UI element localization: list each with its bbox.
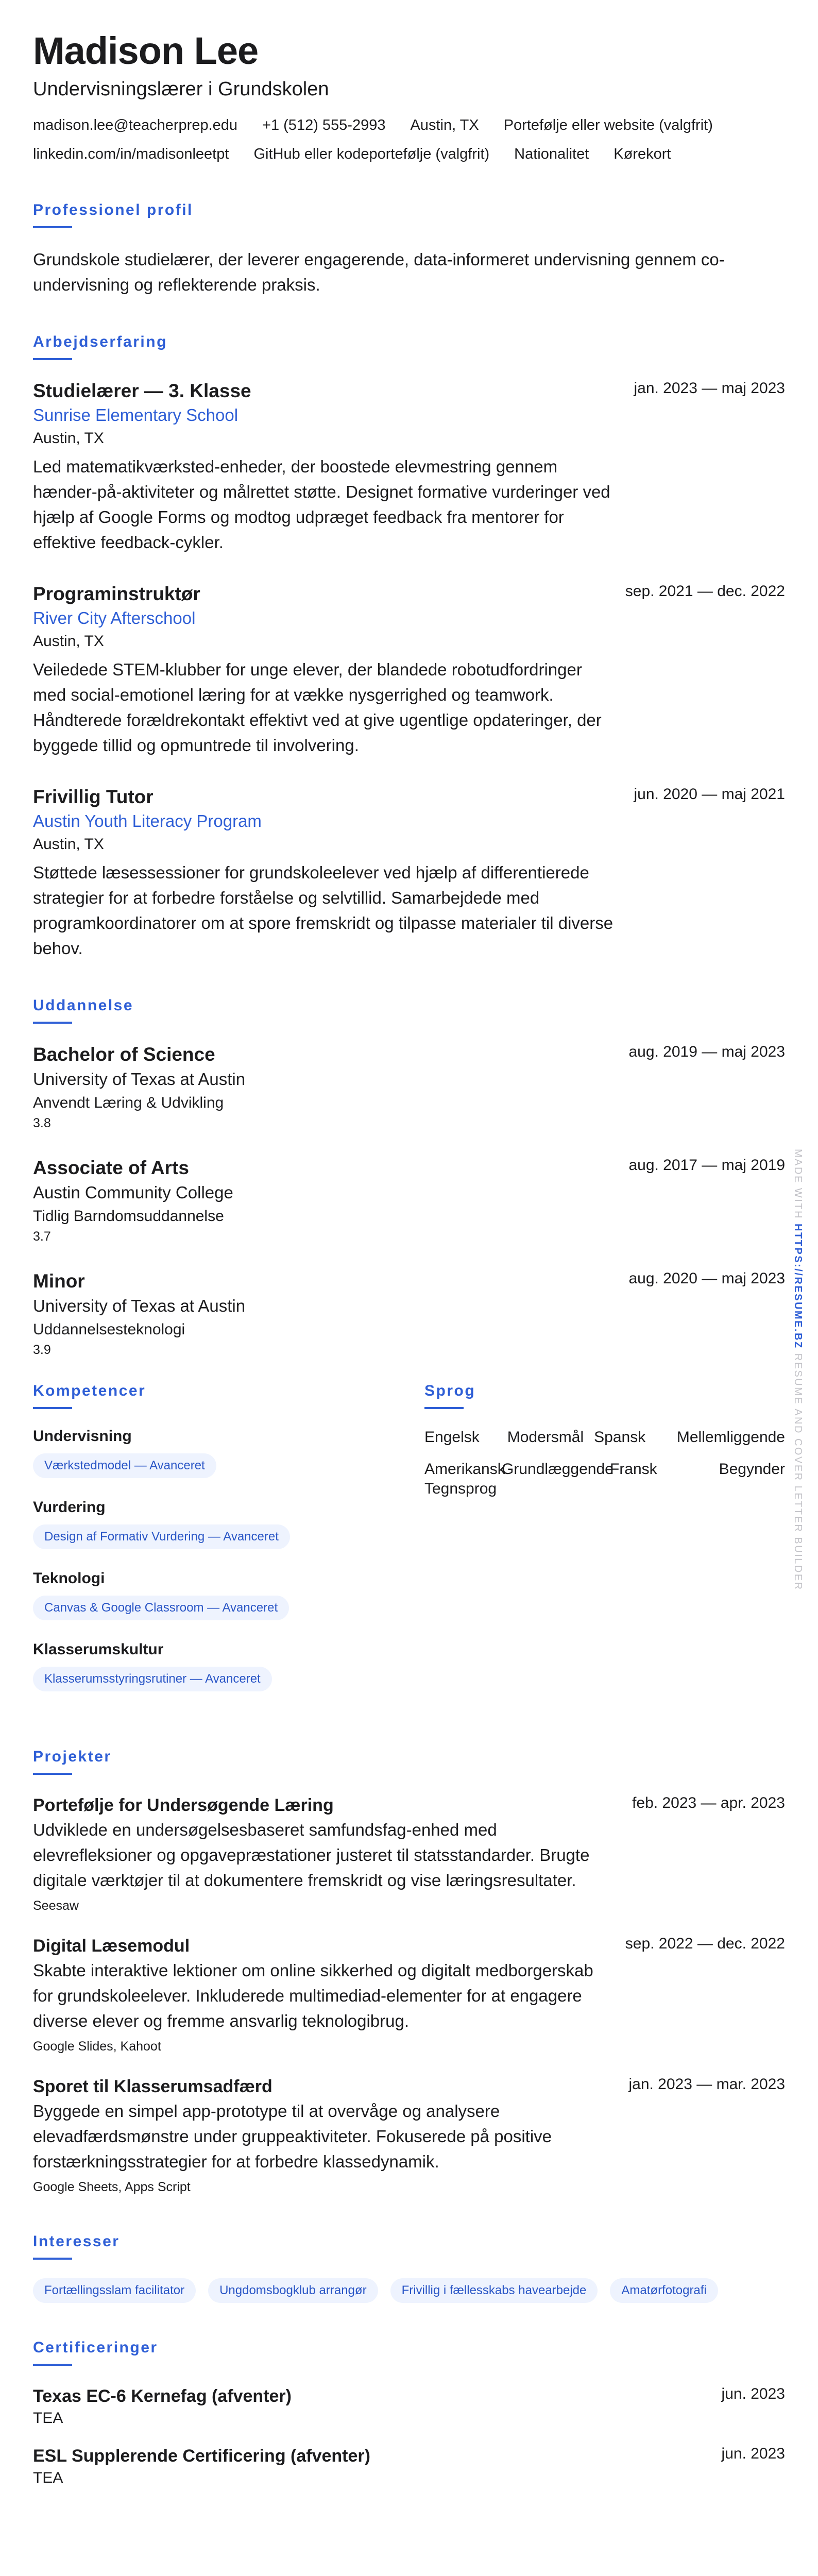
languages-section	[424, 1382, 785, 1712]
education-date: aug. 2020 — maj 2023	[628, 1269, 785, 1287]
contact-github[interactable]: GitHub eller kodeportefølje (valgfrit)	[253, 145, 490, 162]
skill-keyword-chip: Klasserumsstyringsrutiner — Avanceret	[33, 1667, 272, 1691]
certification-date: jun. 2023	[721, 2385, 785, 2402]
watermark-link[interactable]: HTTPS://RESUME.BZ	[792, 1224, 804, 1349]
certification-entry	[33, 2444, 785, 2488]
section-title: Certificeringer	[33, 2338, 158, 2356]
section-title: Projekter	[33, 1748, 112, 1765]
section-title: Professionel profil	[33, 201, 193, 218]
project-date: jan. 2023 — mar. 2023	[628, 2075, 785, 2093]
interest-chip: Frivillig i fællesskabs havearbejde	[390, 2278, 598, 2303]
project-date: sep. 2022 — dec. 2022	[625, 1935, 785, 1952]
language-level: Begynder	[719, 1460, 785, 1478]
skill-name: Undervisning	[33, 1427, 132, 1445]
skill-name: Klasserumskultur	[33, 1640, 164, 1658]
gpa-score: 3.8	[33, 1115, 51, 1130]
education-entry	[33, 1269, 785, 1359]
contact-portfolio[interactable]: Portefølje eller website (valgfrit)	[503, 116, 713, 133]
experience-entry	[33, 582, 785, 758]
contact-license: Kørekort	[614, 145, 671, 162]
section-divider	[33, 226, 72, 228]
project-keywords: Google Sheets, Apps Script	[33, 2179, 191, 2194]
section-divider	[33, 358, 72, 360]
resume-page	[33, 31, 785, 2504]
skill-group	[33, 1499, 424, 1549]
job-location: Austin, TX	[33, 429, 104, 447]
project-entry	[33, 1934, 785, 2056]
certification-date: jun. 2023	[721, 2445, 785, 2462]
section-title: Arbejdserfaring	[33, 333, 167, 350]
project-keywords: Google Slides, Kahoot	[33, 2039, 161, 2054]
education-date: aug. 2017 — maj 2019	[628, 1156, 785, 1174]
project-description: Byggede en simpel app-prototype til at overvåge og analysere elevadfærdsmønstre under gruppeaktiviteter. Fokuserede på positive forstærkningsstrategier for at forbedre klassedynamik.	[33, 2101, 552, 2171]
job-location: Austin, TX	[33, 835, 104, 853]
section-divider	[33, 1407, 72, 1409]
skill-group	[33, 1570, 424, 1620]
project-entry	[33, 1793, 785, 1916]
summary-section	[33, 201, 785, 297]
job-title: Programinstruktør	[33, 583, 200, 604]
company-name[interactable]: Sunrise Elementary School	[33, 405, 238, 425]
study-area: Tidlig Barndomsuddannelse	[33, 1207, 224, 1225]
contact-phone[interactable]: +1 (512) 555-2993	[262, 116, 386, 133]
certification-issuer: TEA	[33, 2409, 63, 2427]
project-title: Portefølje for Undersøgende Læring	[33, 1795, 334, 1815]
project-description: Udviklede en undersøgelsesbaseret samfundsfag-enhed med elevrefleksioner og opgavepræstationer justeret til statsstandarder. Brugte digitale værktøjer til at dokumentere fremskridt og vise læringsresultater.	[33, 1820, 590, 1890]
degree-title: Bachelor of Science	[33, 1043, 215, 1065]
school-name: University of Texas at Austin	[33, 1296, 246, 1315]
job-location: Austin, TX	[33, 632, 104, 650]
job-title: Studielærer — 3. Klasse	[33, 380, 251, 401]
education-section	[33, 997, 785, 1359]
certification-issuer: TEA	[33, 2469, 63, 2486]
certification-title: ESL Supplerende Certificering (afventer)	[33, 2446, 370, 2466]
project-date: feb. 2023 — apr. 2023	[632, 1794, 785, 1811]
study-area: Anvendt Læring & Udvikling	[33, 1094, 224, 1111]
gpa-score: 3.9	[33, 1342, 51, 1357]
school-name: University of Texas at Austin	[33, 1069, 246, 1089]
degree-title: Associate of Arts	[33, 1157, 189, 1178]
job-date: sep. 2021 — dec. 2022	[625, 582, 785, 600]
education-entry	[33, 1156, 785, 1245]
job-title: Frivillig Tutor	[33, 786, 154, 807]
job-description: Led matematikværksted-enheder, der boostede elevmestring gennem hænder-på-aktiviteter og målrettet støtte. Designet formative vurderinger ved hjælp af Google Forms og modtog udpræget feedback fra mentorer for effektive feedback-cykler.	[33, 456, 610, 552]
skill-name: Teknologi	[33, 1569, 105, 1587]
watermark-suffix: RESUME AND COVER LETTER BUILDER	[792, 1353, 804, 1591]
degree-title: Minor	[33, 1270, 85, 1292]
section-divider	[33, 1022, 72, 1024]
skill-keyword-chip: Design af Formativ Vurdering — Avanceret	[33, 1524, 290, 1549]
job-date: jun. 2020 — maj 2021	[634, 785, 785, 803]
candidate-headline: Undervisningslærer i Grundskolen	[33, 78, 329, 100]
skill-keyword-chip: Canvas & Google Classroom — Avanceret	[33, 1596, 289, 1620]
contact-email[interactable]: madison.lee@teacherprep.edu	[33, 116, 238, 133]
job-description: Støttede læsessessioner for grundskoleelever ved hjælp af differentierede strategier for at forbedre forståelse og selvtillid. Samarbejdede med programkoordinatorer om at spore fremskridt og tilpasse materialer til diverse behov.	[33, 862, 614, 958]
section-title: Sprog	[424, 1382, 476, 1399]
language-level: Mellemliggende	[676, 1428, 785, 1446]
education-entry	[33, 1042, 785, 1132]
candidate-name: Madison Lee	[33, 29, 259, 72]
skills-languages-row	[33, 1382, 785, 1712]
summary-text: Grundskole studielærer, der leverer engagerende, data-informeret undervisning gennem co-undervisning og reflekterende praksis.	[33, 249, 725, 294]
study-area: Uddannelsesteknologi	[33, 1320, 185, 1338]
contact-list	[33, 114, 775, 165]
section-title: Interesser	[33, 2232, 120, 2250]
contact-location: Austin, TX	[410, 116, 479, 133]
project-title: Digital Læsemodul	[33, 1936, 190, 1956]
section-divider	[33, 1773, 72, 1775]
interests-section	[33, 2233, 785, 2303]
watermark-prefix: MADE WITH	[792, 1149, 804, 1219]
experience-entry	[33, 379, 785, 555]
section-divider	[424, 1407, 464, 1409]
project-description: Skabte interaktive lektioner om online sikkerhed og digitalt medborgerskab for grundskoleelever. Inkluderede multimediad-elementer for at engagere diverse elever og fremme ansvarlig teknologibrug.	[33, 1960, 593, 2030]
language-name: Amerikansk Tegnsprog	[424, 1460, 505, 1497]
section-divider	[33, 2258, 72, 2260]
company-name[interactable]: River City Afterschool	[33, 608, 196, 628]
project-entry	[33, 2075, 785, 2197]
interest-chip: Amatørfotografi	[610, 2278, 718, 2303]
interest-chip-list	[33, 2278, 785, 2303]
language-name: Spansk	[594, 1428, 646, 1446]
skill-group	[33, 1641, 424, 1691]
experience-section	[33, 333, 785, 961]
certifications-section	[33, 2339, 785, 2488]
section-title: Kompetencer	[33, 1382, 146, 1399]
skill-name: Vurdering	[33, 1498, 106, 1516]
contact-linkedin[interactable]: linkedin.com/in/madisonleetpt	[33, 145, 229, 162]
school-name: Austin Community College	[33, 1182, 233, 1202]
experience-entry	[33, 785, 785, 961]
interest-chip: Fortællingsslam facilitator	[33, 2278, 196, 2303]
language-name: Engelsk	[424, 1428, 480, 1446]
language-row	[424, 1460, 785, 1499]
projects-section	[33, 1748, 785, 2197]
project-title: Sporet til Klasserumsadfærd	[33, 2076, 272, 2096]
skill-keyword-chip: Værkstedmodel — Avanceret	[33, 1453, 216, 1478]
company-name[interactable]: Austin Youth Literacy Program	[33, 811, 262, 831]
certification-entry	[33, 2384, 785, 2429]
language-row	[424, 1428, 785, 1447]
section-title: Uddannelse	[33, 996, 134, 1014]
builder-watermark	[792, 1149, 804, 1591]
job-description: Veiledede STEM-klubber for unge elever, der blandede robotudfordringer med social-emotionel læring for at vække nysgerrighed og teamwork. Håndterede forældrekontakt effektivt ved at give ugentlige opdateringer, der byggede tillid og opmuntrede til involvering.	[33, 659, 602, 755]
language-level: Grundlæggende	[502, 1460, 614, 1478]
language-name: Fransk	[610, 1460, 657, 1478]
job-date: jan. 2023 — maj 2023	[634, 379, 785, 397]
skill-group	[33, 1428, 424, 1478]
gpa-score: 3.7	[33, 1229, 51, 1244]
project-keywords: Seesaw	[33, 1898, 79, 1913]
education-date: aug. 2019 — maj 2023	[628, 1043, 785, 1060]
contact-nationality: Nationalitet	[514, 145, 589, 162]
language-level: Modersmål	[507, 1428, 584, 1446]
skills-section	[33, 1382, 424, 1712]
interest-chip: Ungdomsbogklub arrangør	[208, 2278, 378, 2303]
section-divider	[33, 2364, 72, 2366]
certification-title: Texas EC-6 Kernefag (afventer)	[33, 2386, 292, 2406]
